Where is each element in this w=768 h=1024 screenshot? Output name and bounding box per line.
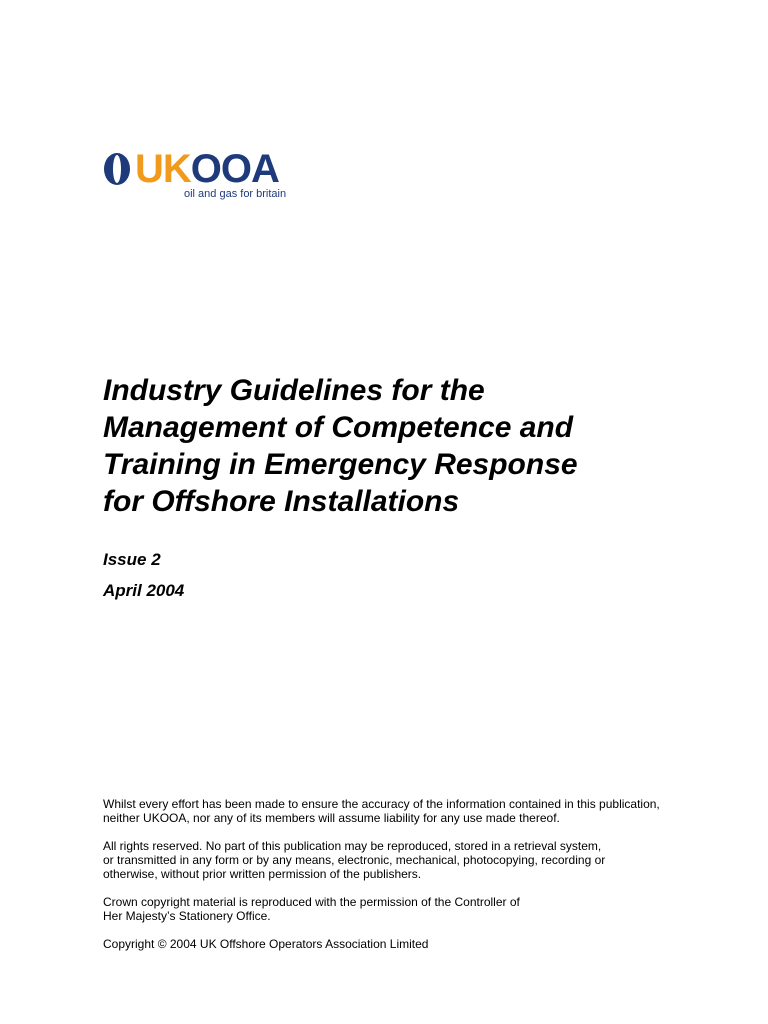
crown-line: Crown copyright material is reproduced with the permission of the Controller of bbox=[103, 895, 520, 909]
issue-number: Issue 2 bbox=[103, 550, 161, 569]
logo-uk-text: UK bbox=[135, 147, 191, 191]
ukooa-logo bbox=[102, 148, 312, 206]
title-line: Industry Guidelines for the bbox=[103, 374, 485, 407]
oil-drop-icon bbox=[102, 151, 132, 187]
copyright-line: Copyright © 2004 UK Offshore Operators Association Limited bbox=[103, 937, 429, 951]
crown-copyright-paragraph bbox=[103, 895, 723, 923]
rights-line: All rights reserved. No part of this publication may be reproduced, stored in a retrieval system, bbox=[103, 839, 602, 853]
rights-line: otherwise, without prior written permission of the publishers. bbox=[103, 867, 422, 881]
copyright-paragraph bbox=[103, 937, 723, 951]
legal-notices bbox=[103, 797, 723, 965]
disclaimer-line: neither UKOOA, nor any of its members will assume liability for any use made thereof. bbox=[103, 811, 560, 825]
disclaimer-line: Whilst every effort has been made to ensure the accuracy of the information contained in this publication, bbox=[103, 797, 660, 811]
title-line: for Offshore Installations bbox=[103, 485, 460, 518]
title-line: Management of Competence and bbox=[103, 411, 574, 444]
logo-tagline: oil and gas for britain bbox=[184, 188, 287, 200]
rights-paragraph bbox=[103, 839, 723, 881]
disclaimer-paragraph bbox=[103, 797, 723, 825]
logo-wordmark bbox=[102, 148, 279, 190]
logo-ooa-text: OOA bbox=[190, 147, 279, 191]
title-line: Training in Emergency Response bbox=[103, 448, 578, 481]
document-title bbox=[103, 372, 703, 520]
rights-line: or transmitted in any form or by any means, electronic, mechanical, photocopying, recording or bbox=[103, 853, 606, 867]
issue-date: April 2004 bbox=[103, 581, 185, 600]
crown-line: Her Majesty’s Stationery Office. bbox=[103, 909, 271, 923]
